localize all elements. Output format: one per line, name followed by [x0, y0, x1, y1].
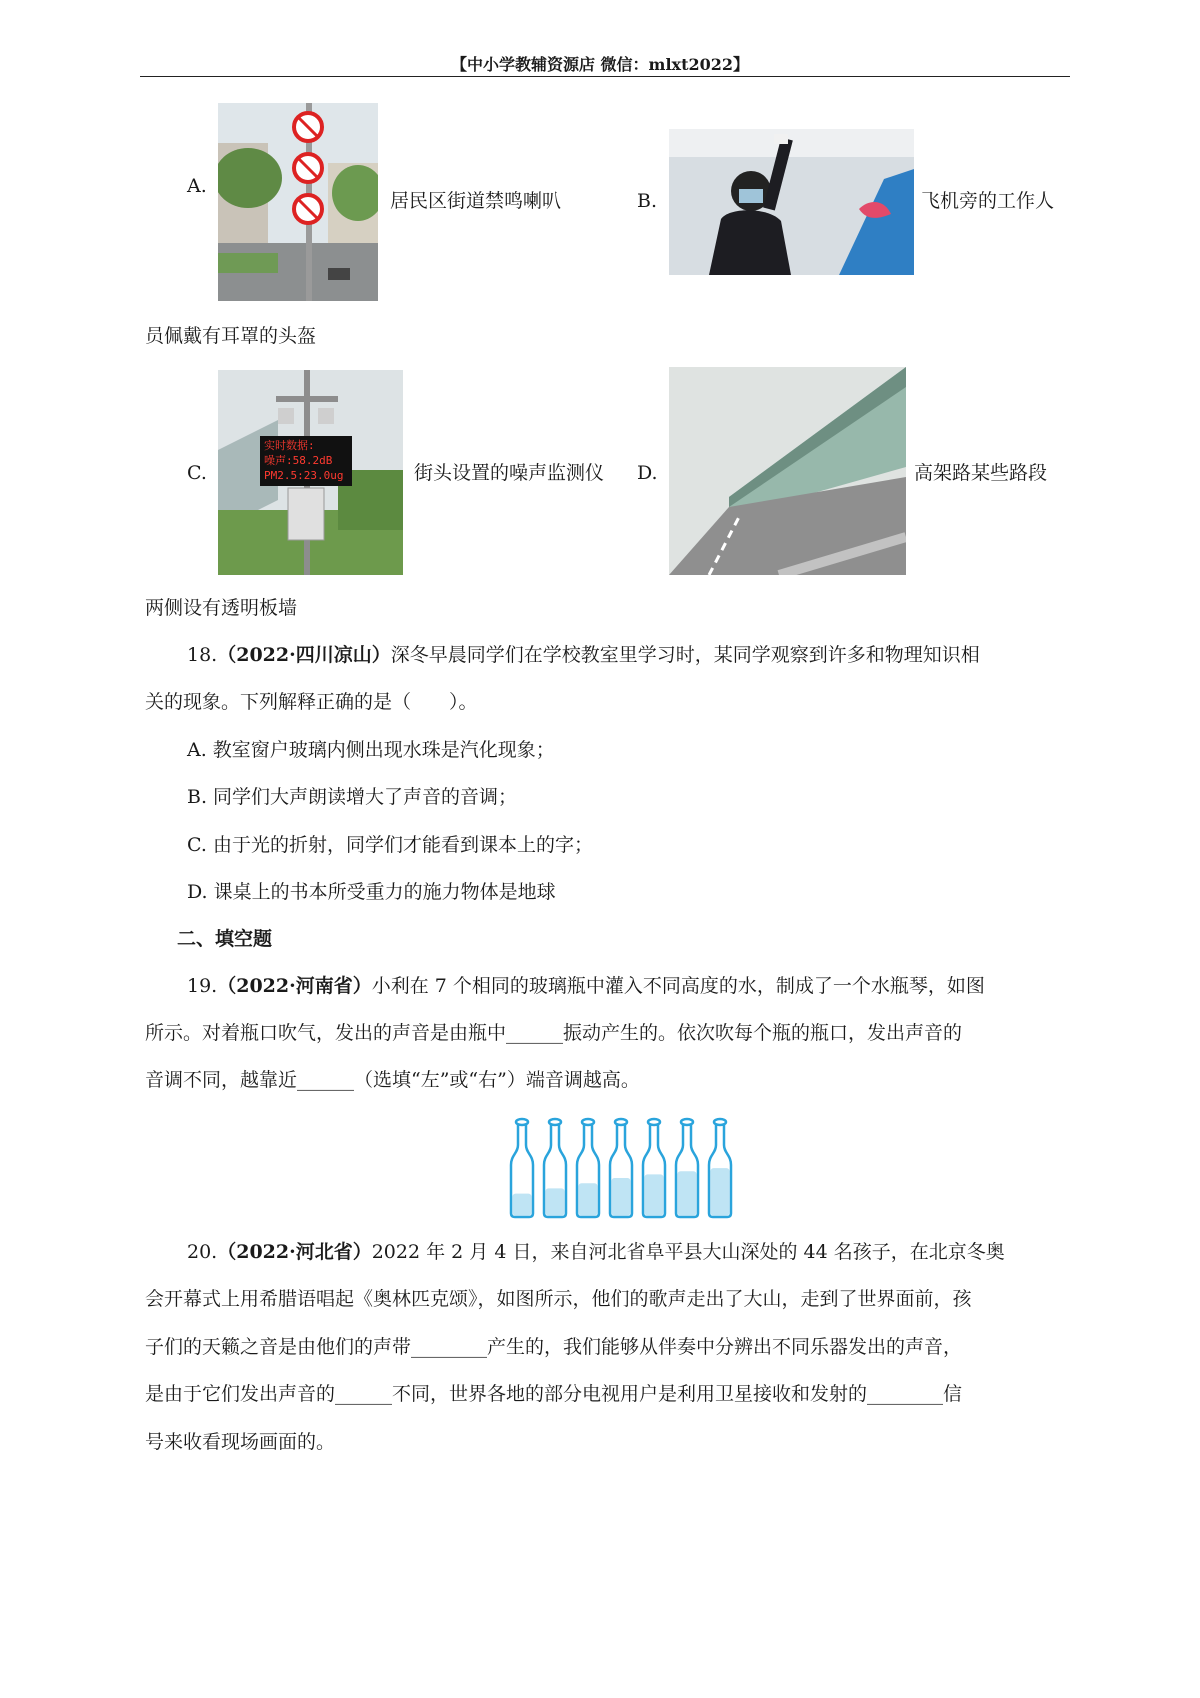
no-honking-street-image [218, 103, 378, 301]
water-bottle-5 [643, 1119, 665, 1217]
section-heading: 二、填空题 [177, 928, 273, 950]
q19-number: 19. [187, 975, 218, 997]
elevated-road-barrier-image [669, 367, 906, 575]
noise-monitor-display [264, 438, 352, 483]
monitor-line-2: 噪声:58.2dB [264, 454, 333, 467]
q20-number: 20. [187, 1241, 218, 1263]
noise-monitor-image [218, 370, 403, 575]
water-bottle-7 [709, 1119, 731, 1217]
water-bottles-svg [508, 1113, 734, 1221]
option-c-caption: 街头设置的噪声监测仪 [414, 462, 605, 484]
airport-worker-image [669, 129, 914, 275]
option-a-caption: 居民区街道禁鸣喇叭 [390, 190, 562, 212]
q18-line-1 [187, 643, 980, 667]
q20-line-1 [187, 1240, 1005, 1264]
q19-line-2: 所示。对着瓶口吹气，发出的声音是由瓶中______振动产生的。依次吹每个瓶的瓶口，发出声音的 [145, 1022, 963, 1044]
water-level-4 [612, 1178, 631, 1216]
q20-line-5: 号来收看现场画面的。 [145, 1431, 336, 1453]
water-bottle-2 [544, 1119, 566, 1217]
option-d-caption-continued: 两侧设有透明板墙 [145, 597, 298, 619]
water-level-2 [546, 1188, 565, 1215]
q19-text-1: 小利在 7 个相同的玻璃瓶中灌入不同高度的水，制成了一个水瓶琴，如图 [371, 975, 985, 997]
water-level-5 [645, 1174, 664, 1215]
water-level-6 [678, 1171, 697, 1215]
bottle-mouth-7 [714, 1119, 726, 1125]
q20-line-4: 是由于它们发出声音的______不同，世界各地的部分电视用户是利用卫星接收和发射的________信 [145, 1383, 963, 1405]
q20-text-1: 2022 年 2 月 4 日，来自河北省阜平县大山深处的 44 名孩子，在北京冬奥 [371, 1241, 1005, 1263]
q18-option-b: B. 同学们大声朗读增大了声音的音调； [187, 786, 518, 808]
option-b-caption: 飞机旁的工作人 [921, 190, 1055, 212]
q18-option-d: D. 课桌上的书本所受重力的施力物体是地球 [187, 881, 556, 903]
bottle-mouth-3 [582, 1119, 594, 1125]
water-level-1 [513, 1194, 532, 1216]
q19-line-3: 音调不同，越靠近______（选填“左”或“右”）端音调越高。 [145, 1069, 640, 1091]
option-d-caption: 高架路某些路段 [914, 462, 1048, 484]
bottle-mouth-5 [648, 1119, 660, 1125]
bottle-mouth-2 [549, 1119, 561, 1125]
option-c-letter: C. [187, 462, 207, 484]
option-b-caption-continued: 员佩戴有耳罩的头盔 [145, 325, 317, 347]
q20-source: （2022·河北省） [217, 1241, 372, 1263]
option-d-letter: D. [637, 462, 658, 484]
q20-line-2: 会开幕式上用希腊语唱起《奥林匹克颂》，如图所示，他们的歌声走出了大山，走到了世界面前，孩 [145, 1288, 972, 1310]
monitor-line-1: 实时数据: [264, 439, 315, 452]
q18-source: （2022·四川凉山） [217, 644, 391, 666]
water-level-3 [579, 1183, 598, 1215]
water-bottle-1 [511, 1119, 533, 1217]
page-header: 【中小学教辅资源店 微信：mlxt2022】 [450, 55, 750, 74]
option-a-letter: A. [187, 175, 207, 197]
q19-source: （2022·河南省） [217, 975, 372, 997]
q18-line-2: 关的现象。下列解释正确的是（ ）。 [145, 691, 478, 713]
water-bottle-6 [676, 1119, 698, 1217]
monitor-line-3: PM2.5:23.0ug [264, 469, 344, 482]
water-bottle-3 [577, 1119, 599, 1217]
q18-option-c: C. 由于光的折射，同学们才能看到课本上的字； [187, 834, 593, 856]
no-honking-sign-icon [294, 113, 322, 223]
option-b-letter: B. [637, 190, 658, 212]
water-bottle-4 [610, 1119, 632, 1217]
q18-option-a: A. 教室窗户玻璃内侧出现水珠是汽化现象； [187, 739, 555, 761]
bottle-mouth-4 [615, 1119, 627, 1125]
q19-line-1 [187, 974, 985, 998]
water-bottle-xylophone-figure [508, 1113, 734, 1221]
q18-text-1: 深冬早晨同学们在学校教室里学习时，某同学观察到许多和物理知识相 [390, 644, 980, 666]
q18-number: 18. [187, 644, 218, 666]
water-level-7 [711, 1168, 730, 1215]
q20-line-3: 子们的天籁之音是由他们的声带________产生的，我们能够从伴奏中分辨出不同乐器发出的声音， [145, 1336, 963, 1358]
bottle-mouth-1 [516, 1119, 528, 1125]
header-divider [140, 76, 1070, 77]
bottle-mouth-6 [681, 1119, 693, 1125]
